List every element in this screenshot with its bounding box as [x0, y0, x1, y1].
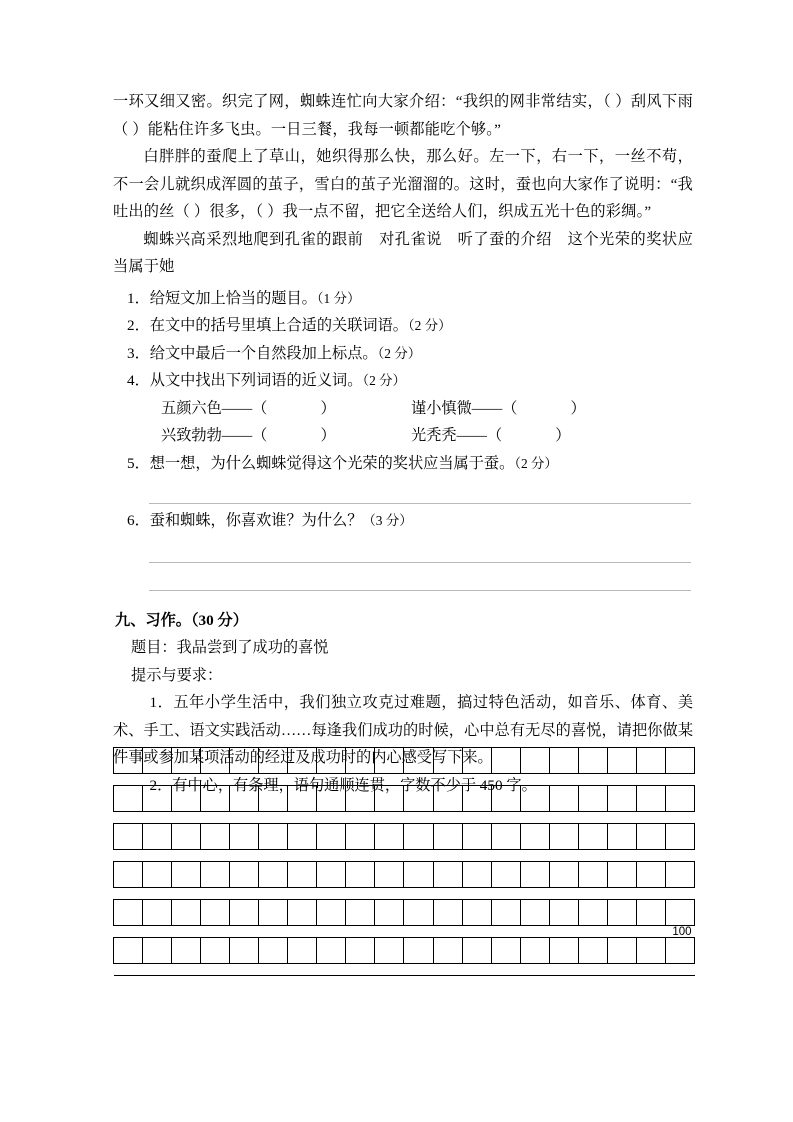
writing-grid-cell[interactable]: [433, 748, 462, 774]
writing-grid-cell[interactable]: [607, 900, 636, 926]
character-count-marker: 100: [672, 926, 692, 938]
question-item-2: [113, 312, 693, 340]
writing-grid-cell[interactable]: [259, 862, 288, 888]
writing-grid-cell[interactable]: [114, 900, 143, 926]
writing-grid-cell[interactable]: [665, 900, 694, 926]
passage-paragraph-2: 白胖胖的蚕爬上了草山，她织得那么快，那么好。左一下，右一下，一丝不苟，不一会儿就织成浑圆的茧子，雪白的茧子光溜溜的。这时，蚕也向大家作了说明：“我吐出的丝（ ）很多，（ ）我一点不留，把它全送给人们，织成五光十色的彩绸。”: [113, 148, 693, 220]
writing-grid-cell[interactable]: [404, 748, 433, 774]
writing-grid-cell[interactable]: [317, 900, 346, 926]
writing-grid-cell[interactable]: [520, 900, 549, 926]
composition-requirement-1: 1．五年小学生活中，我们独立攻克过难题，搞过特色活动，如音乐、体育、美术、手工、语文实践活动……每逢我们成功的时候，心中总有无尽的喜悦，请把你做某件事或参加某项活动的经过及成功时的内心感受写下来。: [113, 694, 693, 766]
composition-title-label: 题目：我品尝到了成功的喜悦: [131, 639, 329, 656]
writing-grid-cell[interactable]: [288, 786, 317, 812]
passage-paragraph-1: 一环又细又密。织完了网，蜘蛛连忙向大家介绍：“我织的网非常结实，（ ）刮风下雨（ ）能粘住许多飞虫。一日三餐，我每一顿都能吃个够。”: [113, 93, 693, 138]
writing-grid-row: [114, 938, 695, 964]
writing-grid-cell[interactable]: [114, 824, 143, 850]
question-item-6: [113, 507, 693, 535]
writing-grid-cell[interactable]: [317, 938, 346, 964]
synonym-pair-2-right[interactable]: 光秃秃——（ ）: [411, 427, 571, 444]
writing-grid-cell[interactable]: [288, 938, 317, 964]
writing-grid-cell[interactable]: [578, 938, 607, 964]
writing-grid-cell[interactable]: [375, 862, 404, 888]
question-number-4: 4．: [127, 372, 150, 389]
writing-grid-cell[interactable]: [143, 748, 172, 774]
composition-hints-label: 提示与要求：: [131, 666, 223, 684]
writing-grid-cell[interactable]: [578, 786, 607, 812]
writing-grid-cell[interactable]: [578, 824, 607, 850]
question-text-3: 给文中最后一个自然段加上标点。: [149, 344, 378, 362]
writing-grid-cell[interactable]: [346, 938, 375, 964]
question-item-5: [113, 450, 693, 478]
writing-grid-cell[interactable]: [259, 748, 288, 774]
question-number-5: 5．: [127, 454, 150, 472]
question-score-4: （2 分）: [362, 373, 406, 388]
writing-grid-cell[interactable]: [375, 824, 404, 850]
writing-grid-cell[interactable]: [114, 938, 143, 964]
writing-grid-cell[interactable]: [172, 900, 201, 926]
writing-grid-cell[interactable]: [462, 786, 491, 812]
writing-grid-cell[interactable]: [433, 900, 462, 926]
writing-grid-cell[interactable]: [665, 748, 694, 774]
writing-grid-cell[interactable]: [288, 824, 317, 850]
writing-grid-cell[interactable]: [114, 748, 143, 774]
writing-grid-body: [114, 748, 695, 976]
question-item-3: [113, 340, 693, 368]
writing-grid-cell[interactable]: [259, 824, 288, 850]
writing-grid-spacer-row: [114, 850, 695, 862]
writing-grid-cell[interactable]: [172, 786, 201, 812]
answer-gap-q6-1: [113, 535, 693, 562]
writing-grid-spacer-cell: [114, 964, 695, 976]
synonym-pair-2-left[interactable]: 兴致勃勃——（ ）: [161, 427, 336, 444]
writing-grid-spacer-cell: [114, 888, 695, 900]
writing-grid-cell[interactable]: [230, 748, 259, 774]
writing-grid-spacer-row: [114, 926, 695, 938]
writing-grid-row: [114, 786, 695, 812]
synonym-row-2: [113, 422, 693, 450]
writing-grid-cell[interactable]: [317, 786, 346, 812]
question-score-5: （2 分）: [514, 455, 558, 471]
writing-grid-cell[interactable]: [462, 824, 491, 850]
writing-grid-cell[interactable]: [201, 786, 230, 812]
writing-grid-cell[interactable]: [346, 786, 375, 812]
writing-grid-cell[interactable]: [259, 938, 288, 964]
writing-grid-cell[interactable]: [404, 824, 433, 850]
writing-grid-spacer-cell: [114, 812, 695, 824]
section-spacer: [113, 591, 693, 607]
writing-grid-cell[interactable]: [201, 938, 230, 964]
question-number-6: 6．: [127, 512, 150, 529]
synonym-pair-1-right[interactable]: 谨小慎微——（ ）: [411, 399, 586, 417]
writing-grid-spacer-cell: [114, 774, 695, 786]
question-score-2: （2 分）: [407, 318, 452, 333]
writing-grid-cell[interactable]: [230, 824, 259, 850]
question-text-1: 给短文加上恰当的题目。: [149, 289, 317, 307]
writing-grid-cell[interactable]: [404, 900, 433, 926]
passage-paragraph-3: 蜘蛛兴高采烈地爬到孔雀的跟前 对孔雀说 听了蚕的介绍 这个光荣的奖状应当属于她: [113, 230, 693, 275]
synonym-row-1: [113, 395, 693, 423]
writing-grid-cell[interactable]: [230, 786, 259, 812]
writing-grid-row: [114, 824, 695, 850]
writing-grid-cell[interactable]: [143, 938, 172, 964]
question-number-2: 2．: [127, 317, 150, 334]
writing-grid-cell[interactable]: [549, 786, 578, 812]
writing-grid-cell[interactable]: [636, 786, 665, 812]
question-item-1: [113, 285, 693, 313]
composition-writing-grid: [113, 747, 695, 976]
writing-grid-cell[interactable]: [317, 824, 346, 850]
question-text-2: 在文中的括号里填上合适的关联词语。: [149, 317, 408, 334]
writing-grid-row: [114, 748, 695, 774]
writing-grid-cell[interactable]: [636, 938, 665, 964]
writing-grid-cell[interactable]: [259, 900, 288, 926]
question-text-5: 想一想，为什么蜘蛛觉得这个光荣的奖状应当属于蚕。: [149, 454, 515, 472]
writing-grid-cell[interactable]: [491, 786, 520, 812]
writing-grid-cell[interactable]: [520, 748, 549, 774]
writing-grid-cell[interactable]: [230, 862, 259, 888]
writing-grid-cell[interactable]: [404, 938, 433, 964]
writing-grid-cell[interactable]: [114, 862, 143, 888]
writing-grid-cell[interactable]: [520, 938, 549, 964]
writing-grid-cell[interactable]: [491, 862, 520, 888]
writing-grid-cell[interactable]: [346, 748, 375, 774]
writing-grid-cell[interactable]: [607, 938, 636, 964]
answer-gap-q5: [113, 477, 693, 503]
writing-grid-cell[interactable]: [230, 900, 259, 926]
writing-grid-cell[interactable]: [172, 938, 201, 964]
writing-grid-cell[interactable]: [317, 748, 346, 774]
writing-grid-cell[interactable]: [143, 862, 172, 888]
writing-grid-cell[interactable]: [201, 862, 230, 888]
answer-gap-q6-2: [113, 563, 693, 590]
writing-grid-cell[interactable]: [520, 862, 549, 888]
writing-grid-cell[interactable]: [172, 748, 201, 774]
writing-grid-cell[interactable]: [549, 938, 578, 964]
writing-grid-row: [114, 862, 695, 888]
writing-grid-cell[interactable]: [607, 786, 636, 812]
writing-grid-cell[interactable]: [433, 786, 462, 812]
writing-grid-cell[interactable]: [491, 938, 520, 964]
writing-grid-cell[interactable]: [462, 748, 491, 774]
writing-grid-cell[interactable]: [462, 938, 491, 964]
writing-grid-cell[interactable]: [578, 748, 607, 774]
question-item-4: [113, 367, 693, 395]
writing-grid-cell[interactable]: [143, 786, 172, 812]
writing-grid-cell[interactable]: [404, 862, 433, 888]
writing-grid-cell[interactable]: [346, 900, 375, 926]
writing-grid-cell[interactable]: [201, 748, 230, 774]
writing-grid-cell[interactable]: [665, 824, 694, 850]
writing-grid-cell[interactable]: [578, 900, 607, 926]
writing-grid-cell[interactable]: [288, 748, 317, 774]
question-score-3: （2 分）: [377, 345, 422, 361]
writing-grid-spacer-row: [114, 964, 695, 976]
writing-grid-cell[interactable]: [317, 862, 346, 888]
writing-grid-spacer-row: [114, 888, 695, 900]
writing-grid-cell[interactable]: [549, 862, 578, 888]
writing-grid-cell[interactable]: [201, 824, 230, 850]
writing-grid-cell[interactable]: [520, 786, 549, 812]
writing-grid-cell[interactable]: [491, 824, 520, 850]
writing-grid-cell[interactable]: [549, 824, 578, 850]
writing-grid-cell[interactable]: [433, 938, 462, 964]
writing-grid-cell[interactable]: [665, 938, 694, 964]
writing-grid-cell[interactable]: [172, 824, 201, 850]
writing-grid-cell[interactable]: [375, 786, 404, 812]
writing-grid-cell[interactable]: [491, 900, 520, 926]
writing-grid-cell[interactable]: [636, 862, 665, 888]
writing-grid-cell[interactable]: [114, 786, 143, 812]
answer-line-q5[interactable]: [149, 503, 691, 504]
writing-grid-cell[interactable]: [607, 824, 636, 850]
writing-grid-cell[interactable]: [433, 824, 462, 850]
writing-grid-cell[interactable]: [462, 900, 491, 926]
writing-grid-cell[interactable]: [143, 824, 172, 850]
writing-grid-cell[interactable]: [230, 938, 259, 964]
writing-grid-spacer-cell: [114, 850, 695, 862]
question-score-6: （3 分）: [362, 513, 413, 528]
question-text-6: 蚕和蜘蛛，你喜欢谁？为什么？: [149, 512, 363, 529]
writing-grid-row: [114, 900, 695, 926]
writing-grid-cell[interactable]: [172, 862, 201, 888]
writing-grid-cell[interactable]: [520, 824, 549, 850]
writing-grid-cell[interactable]: [636, 824, 665, 850]
question-score-1: （1 分）: [316, 290, 361, 306]
writing-grid-cell[interactable]: [143, 900, 172, 926]
synonym-pair-1-left[interactable]: 五颜六色——（ ）: [161, 399, 336, 417]
writing-grid-cell[interactable]: [259, 786, 288, 812]
writing-grid-cell[interactable]: [375, 938, 404, 964]
writing-grid-table: [113, 747, 695, 976]
question-text-4: 从文中找出下列词语的近义词。: [149, 372, 363, 389]
writing-grid-spacer-row: [114, 774, 695, 786]
writing-grid-cell[interactable]: [665, 862, 694, 888]
writing-grid-cell[interactable]: [433, 862, 462, 888]
writing-grid-cell[interactable]: [346, 824, 375, 850]
writing-grid-cell[interactable]: [201, 900, 230, 926]
writing-grid-cell[interactable]: [346, 862, 375, 888]
writing-grid-spacer-row: [114, 812, 695, 824]
writing-grid-cell[interactable]: [665, 786, 694, 812]
composition-requirement-2: 2．有中心，有条理，语句通顺连贯，字数不少于 450 字。: [149, 776, 537, 794]
writing-grid-cell[interactable]: [288, 862, 317, 888]
question-number-3: 3．: [127, 344, 150, 362]
writing-grid-cell[interactable]: [607, 862, 636, 888]
writing-grid-cell[interactable]: [636, 748, 665, 774]
writing-grid-spacer-cell: [114, 926, 695, 938]
question-number-1: 1．: [127, 289, 150, 307]
writing-grid-cell[interactable]: [549, 748, 578, 774]
writing-grid-cell[interactable]: [404, 786, 433, 812]
writing-grid-cell[interactable]: [375, 900, 404, 926]
composition-section-heading: 九、习作。（30 分）: [115, 611, 248, 629]
writing-grid-cell[interactable]: [578, 862, 607, 888]
writing-grid-cell[interactable]: [288, 900, 317, 926]
writing-grid-cell[interactable]: [462, 862, 491, 888]
page-content: [113, 88, 693, 799]
writing-grid-cell[interactable]: [636, 900, 665, 926]
writing-grid-cell[interactable]: [375, 748, 404, 774]
question-list: [113, 285, 693, 478]
writing-grid-cell[interactable]: [607, 748, 636, 774]
writing-grid-cell[interactable]: [549, 900, 578, 926]
writing-grid-cell[interactable]: [491, 748, 520, 774]
